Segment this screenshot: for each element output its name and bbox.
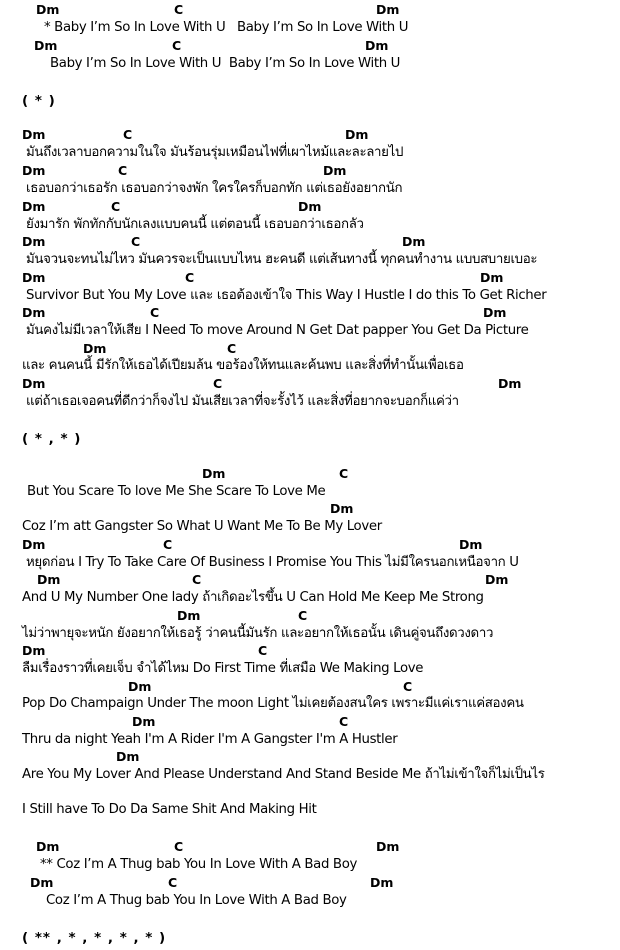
lyric-line: * Baby I’m So In Love With U Baby I’m So In Love With U	[44, 20, 409, 35]
chord-dm: Dm	[483, 305, 507, 320]
chord-dm: Dm	[402, 234, 426, 249]
lyric-row	[0, 766, 620, 784]
chord-line	[0, 465, 620, 483]
chord-dm: Dm	[330, 501, 354, 516]
chord-dm: Dm	[365, 38, 389, 53]
lyric-line: ไม่ว่าพายุจะหนัก ยังอยากให้เธอรู้ ว่าคนนี้มันรัก และอยากให้เธอนั้น เดินคู่จนถึงดวงดาว	[22, 626, 494, 641]
chord-c: C	[339, 466, 349, 481]
lyric-row	[0, 892, 620, 910]
chord-line	[0, 340, 620, 358]
chord-line	[0, 536, 620, 554]
chord-c: C	[172, 38, 182, 53]
lyric-row	[0, 180, 620, 198]
lyric-row	[0, 216, 620, 234]
chord-line	[0, 162, 620, 180]
repeat-marker: ( * )	[22, 93, 56, 109]
chord-dm: Dm	[22, 643, 46, 658]
lyric-row	[0, 695, 620, 713]
chord-dm: Dm	[132, 714, 156, 729]
chord-dm: Dm	[22, 163, 46, 178]
chord-c: C	[174, 2, 184, 17]
chord-dm: Dm	[345, 127, 369, 142]
repeat-row	[0, 430, 620, 448]
chord-c: C	[131, 234, 141, 249]
chord-c: C	[298, 608, 308, 623]
chord-line	[0, 126, 620, 144]
chord-c: C	[118, 163, 128, 178]
chord-dm: Dm	[22, 305, 46, 320]
lyric-row	[0, 357, 620, 375]
chord-line	[0, 269, 620, 287]
chord-dm: Dm	[498, 376, 522, 391]
chord-dm: Dm	[485, 572, 509, 587]
chord-dm: Dm	[116, 749, 140, 764]
chord-line	[0, 642, 620, 660]
chord-line	[0, 838, 620, 856]
chord-c: C	[150, 305, 160, 320]
chord-line	[0, 874, 620, 892]
lyric-line: But You Scare To love Me She Scare To Love Me	[27, 484, 326, 499]
lyric-row	[0, 554, 620, 572]
repeat-row	[0, 92, 620, 110]
chord-line	[0, 748, 620, 766]
chord-line	[0, 37, 620, 55]
chord-dm: Dm	[22, 537, 46, 552]
lyric-line: ** Coz I’m A Thug bab You In Love With A Bad Boy	[40, 857, 358, 872]
lyric-line: Coz I’m att Gangster So What U Want Me To Be My Lover	[22, 519, 382, 534]
chord-c: C	[339, 714, 349, 729]
chord-dm: Dm	[323, 163, 347, 178]
lyric-row	[0, 393, 620, 411]
chord-dm: Dm	[22, 376, 46, 391]
lyric-line: Are You My Lover And Please Understand And Stand Beside Me ถ้าไม่เข้าใจก็ไม่เป็นไร	[22, 767, 545, 782]
chord-dm: Dm	[128, 679, 152, 694]
chord-c: C	[192, 572, 202, 587]
lyric-line: เธอบอกว่าเธอรัก เธอบอกว่าจงพัก ใครใครก็บอกทัก แต่เธอยังอยากนัก	[26, 181, 403, 196]
chord-c: C	[258, 643, 268, 658]
lyric-row	[0, 660, 620, 678]
chord-line	[0, 678, 620, 696]
lyric-line: มันคงไม่มีเวลาให้เสีย I Need To move Around N Get Dat papper You Get Da Picture	[26, 323, 529, 338]
chord-dm: Dm	[22, 199, 46, 214]
chord-dm: Dm	[376, 2, 400, 17]
lyric-row	[0, 856, 620, 874]
chord-line	[0, 607, 620, 625]
lyric-row	[0, 483, 620, 501]
chord-dm: Dm	[34, 38, 58, 53]
chord-dm: Dm	[36, 839, 60, 854]
lyric-line: Survivor But You My Love และ เธอต้องเข้าใจ This Way I Hustle I do this To Get Richer	[26, 288, 547, 303]
lyric-row	[0, 801, 620, 819]
chord-c: C	[213, 376, 223, 391]
repeat-row	[0, 929, 620, 947]
lyric-line: มันจวนจะทนไม่ไหว มันควรจะเป็นแบบไหน ฮะคนดี แต่เส้นทางนี้ ทุกคนทำงาน แบบสบายเบอะ	[26, 252, 538, 267]
chord-dm: Dm	[177, 608, 201, 623]
lyric-line: I Still have To Do Da Same Shit And Making Hit	[22, 802, 317, 817]
lyric-line: หยุดก่อน I Try To Take Care Of Business I Promise You This ไม่มีใครนอกเหนือจาก U	[26, 555, 519, 570]
lyric-row	[0, 144, 620, 162]
chord-dm: Dm	[37, 572, 61, 587]
chord-c: C	[174, 839, 184, 854]
chord-c: C	[185, 270, 195, 285]
chord-dm: Dm	[36, 2, 60, 17]
chord-c: C	[403, 679, 413, 694]
lyric-row	[0, 287, 620, 305]
lyric-line: Baby I’m So In Love With U Baby I’m So In Love With U	[50, 56, 401, 71]
chord-dm: Dm	[370, 875, 394, 890]
lyric-row	[0, 589, 620, 607]
lyric-row	[0, 625, 620, 643]
lyric-line: Pop Do Champaign Under The moon Light ไม่เคยต้องสนใคร เพราะมีแค่เราแค่สองคน	[22, 696, 524, 711]
lyric-line: And U My Number One lady ถ้าเกิดอะไรขึ้น U Can Hold Me Keep Me Strong	[22, 590, 484, 605]
chord-dm: Dm	[459, 537, 483, 552]
lyric-row	[0, 19, 620, 37]
chord-dm: Dm	[376, 839, 400, 854]
chord-c: C	[111, 199, 121, 214]
chord-dm: Dm	[202, 466, 226, 481]
chord-c: C	[168, 875, 178, 890]
chord-dm: Dm	[83, 341, 107, 356]
chord-line	[0, 375, 620, 393]
lyric-row	[0, 322, 620, 340]
chord-line	[0, 571, 620, 589]
chord-dm: Dm	[480, 270, 504, 285]
lyric-row	[0, 251, 620, 269]
chord-c: C	[163, 537, 173, 552]
chord-dm: Dm	[22, 234, 46, 249]
chord-line	[0, 713, 620, 731]
lyric-line: Coz I’m A Thug bab You In Love With A Bad Boy	[46, 893, 347, 908]
repeat-marker: ( * , * )	[22, 431, 82, 447]
lyric-line: ยังมารัก พักทักกับนักเลงแบบคนนี้ แต่ตอนนี้ เธอบอกว่าเธอกลัว	[26, 217, 364, 232]
lyric-line: ลืมเรื่องราวที่เคยเจ็บ จำได้ไหม Do First Time ที่เสมือ We Making Love	[22, 661, 424, 676]
chord-line	[0, 500, 620, 518]
chord-dm: Dm	[22, 270, 46, 285]
chord-dm: Dm	[298, 199, 322, 214]
lyric-line: มันถึงเวลาบอกความในใจ มันร้อนรุ่มเหมือนไฟที่เผาไหม้และละลายไป	[26, 145, 404, 160]
chord-dm: Dm	[30, 875, 54, 890]
lyric-row	[0, 55, 620, 73]
lyric-line: และ คนคนนี้ มีรักให้เธอได้เปียมล้น ขอร้องให้ทนและค้นพบ และสิ่งที่ทำนั้นเพื่อเธอ	[22, 358, 464, 373]
chord-line	[0, 198, 620, 216]
chord-line	[0, 233, 620, 251]
chord-line	[0, 304, 620, 322]
chord-c: C	[227, 341, 237, 356]
repeat-marker: ( ** , * , * , * , * )	[22, 930, 167, 946]
chord-c: C	[123, 127, 133, 142]
lyric-line: Thru da night Yeah I'm A Rider I'm A Gangster I'm A Hustler	[22, 732, 398, 747]
chord-line	[0, 1, 620, 19]
lyric-row	[0, 518, 620, 536]
lyric-line: แต่ถ้าเธอเจอคนที่ดีกว่าก็จงไป มันเสียเวลาที่จะรั้งไว้ และสิ่งที่อยากจะบอกก็แค่ว่า	[26, 394, 459, 409]
chord-dm: Dm	[22, 127, 46, 142]
lyric-row	[0, 731, 620, 749]
